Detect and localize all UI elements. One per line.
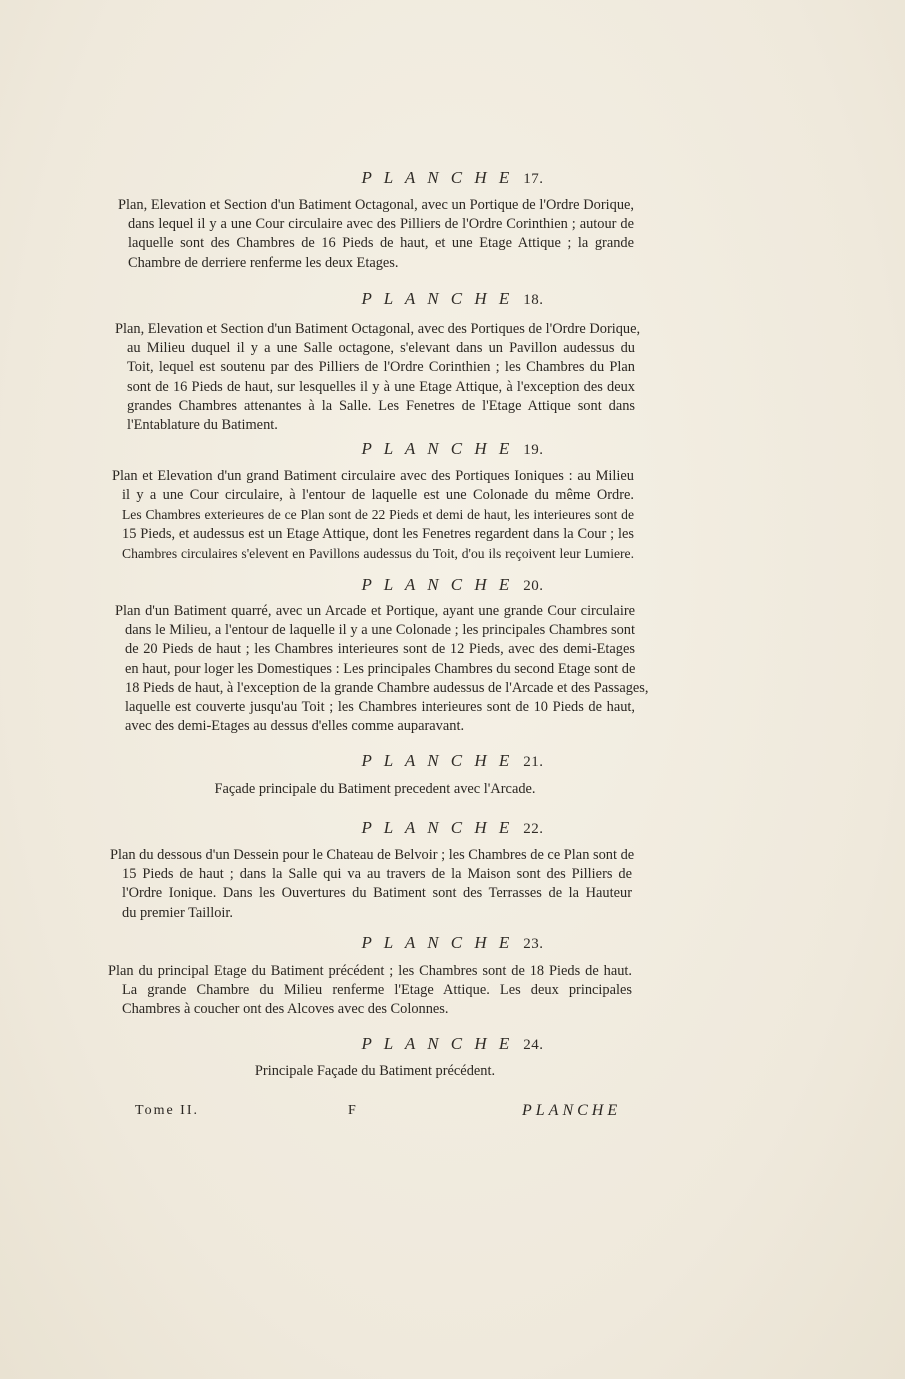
footer-signature-mark: F bbox=[348, 1103, 356, 1118]
text-line: de 20 Pieds de haut ; les Chambres interieures sont de 12 Pieds, avec des demi-Etages bbox=[125, 641, 635, 658]
planche-description bbox=[115, 602, 649, 736]
text-line: Chambre de derriere renferme les deux Etages. bbox=[128, 254, 399, 271]
text-line: Les Chambres exterieures de ce Plan sont de 22 Pieds et demi de haut, les interieures sont de bbox=[122, 507, 634, 523]
planche-description bbox=[115, 320, 641, 435]
planche-number: 23. bbox=[523, 936, 544, 952]
planche-heading bbox=[0, 933, 905, 954]
planche-description bbox=[112, 467, 634, 563]
text-line: laquelle est couverte jusqu'au Toit ; les Chambres interieures sont de 10 Pieds de haut, bbox=[125, 699, 635, 716]
planche-description bbox=[108, 962, 632, 1020]
text-line: laquelle sont des Chambres de 16 Pieds de haut, et une Etage Attique ; la grande bbox=[128, 235, 634, 252]
planche-number: 18. bbox=[523, 292, 544, 308]
text-line: au Milieu duquel il y a une Salle octagone, s'elevant dans un Pavillon audessus du bbox=[127, 340, 635, 357]
planche-heading bbox=[0, 289, 905, 310]
planche-heading bbox=[0, 751, 905, 772]
planche-number: 24. bbox=[523, 1037, 544, 1053]
text-line: dans lequel il y a une Cour circulaire avec des Pilliers de l'Ordre Corinthien ; autour de bbox=[128, 216, 634, 233]
text-line: l'Ordre Ionique. Dans les Ouvertures du Batiment sont des Terrasses de la Hauteur bbox=[122, 885, 632, 902]
planche-description bbox=[110, 846, 635, 923]
planche-label: P L A N C H E bbox=[361, 751, 514, 770]
planche-heading bbox=[0, 575, 905, 596]
text-line: l'Entablature du Batiment. bbox=[127, 417, 278, 434]
text-line: Plan du dessous d'un Dessein pour le Chateau de Belvoir ; les Chambres de ce Plan sont de bbox=[110, 847, 635, 863]
text-line: Plan du principal Etage du Batiment précédent ; les Chambres sont de 18 Pieds de haut. bbox=[108, 963, 632, 979]
text-line: Plan, Elevation et Section d'un Batiment Octagonal, avec des Portiques de l'Ordre Dorique, bbox=[115, 321, 641, 337]
text-line: Plan et Elevation d'un grand Batiment circulaire avec des Portiques Ioniques : au Milieu bbox=[112, 468, 634, 484]
text-line: Chambres circulaires s'elevent en Pavillons audessus du Toit, d'ou ils reçoivent leur Lumiere. bbox=[122, 545, 634, 561]
planche-description bbox=[115, 1062, 635, 1081]
planche-heading bbox=[0, 439, 905, 460]
text-line: avec des demi-Etages au dessus d'elles comme auparavant. bbox=[125, 718, 465, 735]
text-line: Plan, Elevation et Section d'un Batiment Octagonal, avec un Portique de l'Ordre Dorique, bbox=[118, 197, 634, 213]
planche-heading bbox=[0, 818, 905, 839]
planche-description bbox=[118, 196, 634, 273]
planche-label: P L A N C H E bbox=[361, 168, 514, 187]
text-line: Chambres à coucher ont des Alcoves avec des Colonnes. bbox=[122, 1001, 449, 1018]
planche-label: P L A N C H E bbox=[361, 575, 514, 594]
text-line: dans le Milieu, a l'entour de laquelle il y a une Colonade ; les principales Chambres sont bbox=[125, 622, 635, 639]
text-line: sont de 16 Pieds de haut, sur lesquelles il y à une Etage Attique, à l'exception des deux bbox=[127, 378, 635, 395]
text-line: La grande Chambre du Milieu renferme l'Etage Attique. Les deux principales bbox=[122, 982, 632, 999]
planche-label: P L A N C H E bbox=[361, 818, 514, 837]
planche-label: P L A N C H E bbox=[361, 289, 514, 308]
text-line: 15 Pieds de haut ; dans la Salle qui va au travers de la Maison sont des Pilliers de bbox=[122, 866, 632, 883]
text-line: 15 Pieds, et audessus est un Etage Attique, dont les Fenetres regardent dans la Cour ; les bbox=[122, 525, 634, 542]
text-line: il y a une Cour circulaire, à l'entour de laquelle est une Colonade du même Ordre. bbox=[122, 487, 634, 504]
planche-label: P L A N C H E bbox=[361, 1034, 514, 1053]
text-line: grandes Chambres attenantes à la Salle. Les Fenetres de l'Etage Attique sont dans bbox=[127, 397, 635, 414]
footer-catchword: PLANCHE bbox=[522, 1102, 622, 1119]
planche-label: P L A N C H E bbox=[361, 933, 514, 952]
text-line: Façade principale du Batiment precedent avec l'Arcade. bbox=[214, 781, 536, 797]
planche-label: P L A N C H E bbox=[361, 439, 514, 458]
text-line: Toit, lequel est soutenu par des Pilliers de l'Ordre Corinthien ; les Chambres du Plan bbox=[127, 359, 635, 376]
text-line: Principale Façade du Batiment précédent. bbox=[254, 1063, 496, 1079]
planche-heading bbox=[0, 1034, 905, 1055]
text-line: en haut, pour loger les Domestiques : Les principales Chambres du second Etage sont de bbox=[125, 660, 636, 677]
planche-heading bbox=[0, 168, 905, 189]
planche-number: 21. bbox=[523, 754, 544, 770]
planche-number: 19. bbox=[523, 442, 544, 458]
footer-volume: Tome II. bbox=[135, 1103, 200, 1118]
planche-number: 22. bbox=[523, 821, 544, 837]
text-line: du premier Tailloir. bbox=[122, 904, 234, 921]
text-line: 18 Pieds de haut, à l'exception de la grande Chambre audessus de l'Arcade et des Passages, bbox=[125, 679, 649, 696]
text-line: Plan d'un Batiment quarré, avec un Arcade et Portique, ayant une grande Cour circulaire bbox=[115, 603, 635, 619]
planche-description bbox=[115, 780, 635, 799]
planche-number: 20. bbox=[523, 578, 544, 594]
planche-number: 17. bbox=[523, 171, 544, 187]
